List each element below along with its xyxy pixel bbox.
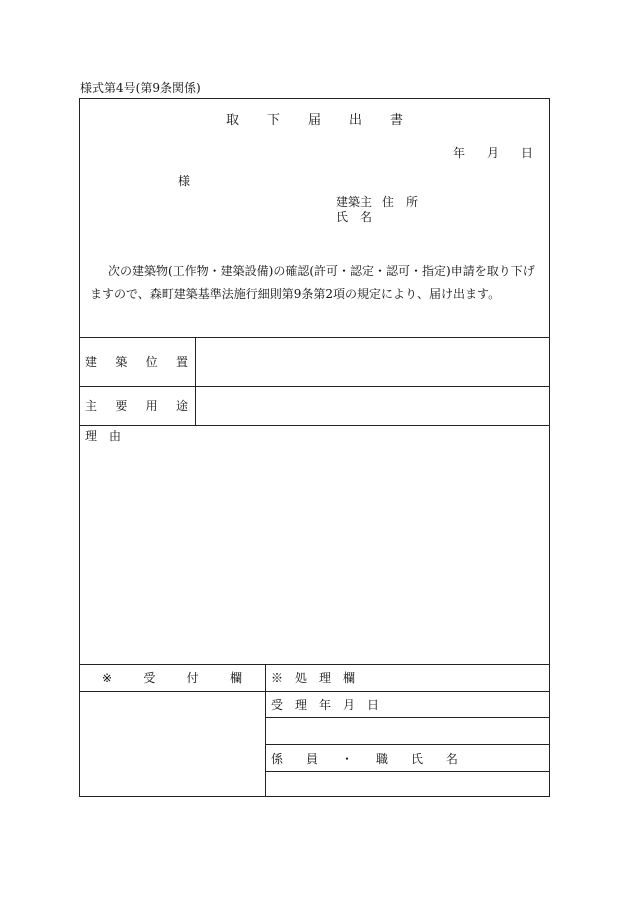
staff-char: 員: [305, 752, 318, 766]
staff-char: 氏: [410, 752, 423, 766]
staff-char: ・: [340, 752, 353, 766]
processing-header: ※ 処 理 欄: [271, 671, 356, 685]
applicant-name-label: 氏 名: [336, 210, 373, 224]
staff-char: 係: [271, 752, 284, 766]
reception-char: 受: [143, 671, 156, 685]
title-char: 書: [389, 113, 403, 128]
staff-char: 職: [375, 752, 388, 766]
reason-field[interactable]: [80, 444, 549, 663]
form-title: [226, 114, 403, 127]
reception-char: ※: [102, 671, 113, 685]
form-number-label: 様式第4号(第9条関係): [80, 81, 201, 95]
reception-char: 付: [186, 671, 199, 685]
staff-char: 名: [445, 752, 458, 766]
label-char: 置: [175, 355, 188, 369]
body-line-2: ますので、森町建築基準法施行細則第9条第2項の規定により、届け出ます。: [90, 287, 501, 301]
divider-processing-2: [265, 744, 550, 745]
title-char: 下: [266, 113, 280, 128]
title-char: 取: [226, 113, 240, 128]
date-month-label: 月: [486, 146, 499, 160]
location-field[interactable]: [196, 338, 549, 386]
staff-label: [271, 753, 458, 765]
divider-after-reason: [79, 664, 550, 665]
label-char: 要: [115, 399, 128, 413]
use-label: [85, 400, 188, 412]
staff-name-field[interactable]: [266, 772, 549, 796]
body-line-1: 次の建築物(工作物・建築設備)の確認(許可・認定・認可・指定)申請を取り下げ: [108, 264, 535, 278]
receipt-date-field[interactable]: [266, 718, 549, 744]
reception-header: [102, 672, 242, 684]
reason-label: 理 由: [85, 429, 122, 443]
addressee-suffix: 様: [178, 174, 191, 188]
location-label: [85, 356, 188, 368]
title-char: 出: [348, 113, 362, 128]
date-line[interactable]: [453, 147, 533, 159]
label-char: 築: [115, 355, 128, 369]
reception-field: [80, 692, 264, 796]
label-char: 用: [145, 399, 158, 413]
reception-char: 欄: [229, 671, 242, 685]
date-year-label: 年: [453, 146, 466, 160]
title-char: 届: [307, 113, 321, 128]
receipt-date-label: 受 理 年 月 日: [271, 698, 380, 712]
label-char: 位: [145, 355, 158, 369]
applicant-role-label: 建築主: [336, 195, 373, 209]
divider-after-use: [79, 425, 550, 426]
date-day-label: 日: [520, 146, 533, 160]
applicant-address-label: 住 所: [382, 195, 419, 209]
label-char: 建: [85, 355, 98, 369]
label-char: 主: [85, 399, 98, 413]
label-char: 途: [175, 399, 188, 413]
use-field[interactable]: [196, 387, 549, 425]
